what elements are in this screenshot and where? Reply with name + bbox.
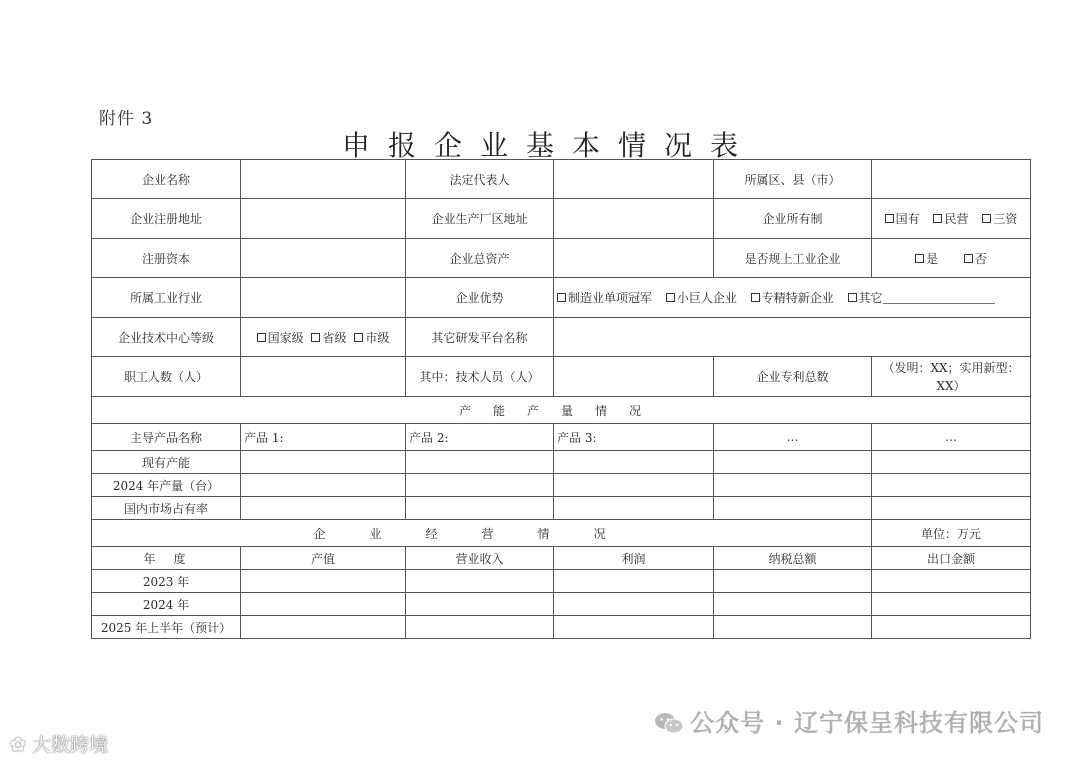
legal-rep-cell[interactable] (554, 160, 714, 199)
patents-note[interactable]: （发明：XX；实用新型：XX） (872, 357, 1031, 397)
option-private: 民营 (944, 212, 969, 226)
watermark-left (10, 730, 108, 757)
tech-center-options (241, 318, 406, 357)
checkbox-icon[interactable] (982, 214, 991, 223)
checkbox-icon[interactable] (751, 293, 760, 302)
table-row (92, 520, 1031, 547)
product-2-cell[interactable]: 产品 2: (406, 424, 554, 451)
data-cell[interactable] (406, 497, 554, 520)
company-name-cell[interactable] (241, 160, 406, 199)
checkbox-icon[interactable] (933, 214, 942, 223)
col-output-value: 产值 (241, 547, 406, 570)
output-2024-label: 2024 年产量（台） (92, 474, 241, 497)
data-cell[interactable] (554, 474, 714, 497)
table-row (92, 593, 1031, 616)
factory-address-label: 企业生产厂区地址 (406, 199, 554, 239)
other-blank-line[interactable] (883, 293, 995, 304)
data-cell[interactable] (241, 593, 406, 616)
industry-label: 所属工业行业 (92, 278, 241, 318)
table-row (92, 497, 1031, 520)
table-row (92, 547, 1031, 570)
capacity-section-title: 产能产量情况 (92, 397, 1031, 424)
col-export: 出口金额 (872, 547, 1031, 570)
data-cell[interactable] (554, 570, 714, 593)
company-name-label: 企业名称 (92, 160, 241, 199)
option-municipal: 市级 (365, 330, 390, 345)
col-profit: 利润 (554, 547, 714, 570)
product-more-cell[interactable]: … (714, 424, 872, 451)
table-row (92, 397, 1031, 424)
data-cell[interactable] (714, 616, 872, 639)
unit-label: 单位：万元 (872, 520, 1031, 547)
data-cell[interactable] (406, 474, 554, 497)
weibo-logo-icon: ✿ (10, 734, 26, 756)
product-more-cell[interactable]: … (872, 424, 1031, 451)
data-cell[interactable] (872, 616, 1031, 639)
product-3-cell[interactable]: 产品 3: (554, 424, 714, 451)
advantage-options (554, 278, 1031, 318)
checkbox-icon[interactable] (964, 254, 973, 263)
data-cell[interactable] (872, 451, 1031, 474)
data-cell[interactable] (241, 474, 406, 497)
option-foreign: 三资 (993, 212, 1018, 226)
table-row (92, 278, 1031, 318)
checkbox-icon[interactable] (557, 293, 566, 302)
table-row (92, 239, 1031, 278)
form-title: 申报企业基本情况表 (341, 129, 756, 162)
data-cell[interactable] (241, 616, 406, 639)
checkbox-icon[interactable] (915, 254, 924, 263)
main-product-label: 主导产品名称 (92, 424, 241, 451)
data-cell[interactable] (714, 497, 872, 520)
other-rd-label: 其它研发平台名称 (406, 318, 554, 357)
checkbox-icon[interactable] (848, 293, 857, 302)
yes-no-options (872, 239, 1031, 278)
enterprise-info-table (91, 159, 1031, 639)
data-cell[interactable] (241, 497, 406, 520)
table-row (92, 474, 1031, 497)
table-row (92, 357, 1031, 397)
data-cell[interactable] (554, 497, 714, 520)
table-row (92, 424, 1031, 451)
watermark-left-text: 大数跨境 (31, 734, 108, 756)
table-row (92, 570, 1031, 593)
checkbox-icon[interactable] (257, 333, 266, 342)
capacity-label: 现有产能 (92, 451, 241, 474)
data-cell[interactable] (406, 616, 554, 639)
attachment-label: 附件 3 (99, 109, 154, 129)
data-cell[interactable] (406, 451, 554, 474)
market-share-label: 国内市场占有率 (92, 497, 241, 520)
above-scale-label: 是否规上工业企业 (714, 239, 872, 278)
option-provincial: 省级 (322, 330, 347, 345)
checkbox-icon[interactable] (666, 293, 675, 302)
option-other: 其它 (858, 291, 883, 305)
table-row (92, 160, 1031, 199)
option-little-giant: 小巨人企业 (676, 291, 737, 305)
data-cell[interactable] (406, 593, 554, 616)
tech-staff-cell[interactable] (554, 357, 714, 397)
district-cell[interactable] (872, 160, 1031, 199)
wechat-icon (654, 712, 684, 734)
data-cell[interactable] (554, 593, 714, 616)
col-revenue: 营业收入 (406, 547, 554, 570)
option-no: 否 (974, 251, 987, 266)
reg-address-label: 企业注册地址 (92, 199, 241, 239)
other-rd-cell[interactable] (554, 318, 1031, 357)
option-specialized: 专精特新企业 (761, 291, 834, 305)
data-cell[interactable] (872, 497, 1031, 520)
factory-address-cell[interactable] (554, 199, 714, 239)
reg-capital-label: 注册资本 (92, 239, 241, 278)
table-row (92, 318, 1031, 357)
data-cell[interactable] (714, 474, 872, 497)
product-1-cell[interactable]: 产品 1: (241, 424, 406, 451)
data-cell[interactable] (872, 474, 1031, 497)
watermark-right (654, 703, 1044, 738)
advantage-label: 企业优势 (406, 278, 554, 318)
employees-cell[interactable] (241, 357, 406, 397)
year-2023: 2023 年 (92, 570, 241, 593)
ownership-label: 企业所有制 (714, 199, 872, 239)
checkbox-icon[interactable] (354, 333, 363, 342)
data-cell[interactable] (872, 570, 1031, 593)
employees-label: 职工人数（人） (92, 357, 241, 397)
checkbox-icon[interactable] (885, 214, 894, 223)
option-yes: 是 (926, 251, 939, 266)
option-national: 国家级 (267, 330, 304, 345)
option-state-owned: 国有 (895, 212, 920, 226)
data-cell[interactable] (241, 451, 406, 474)
table-row (92, 451, 1031, 474)
col-tax: 纳税总额 (714, 547, 872, 570)
data-cell[interactable] (406, 570, 554, 593)
tech-center-label: 企业技术中心等级 (92, 318, 241, 357)
table-row (92, 616, 1031, 639)
data-cell[interactable] (554, 451, 714, 474)
option-champion: 制造业单项冠军 (568, 291, 653, 305)
total-assets-label: 企业总资产 (406, 239, 554, 278)
col-year: 年度 (92, 547, 241, 570)
data-cell[interactable] (554, 616, 714, 639)
year-2025-h1: 2025 年上半年（预计） (92, 616, 241, 639)
data-cell[interactable] (872, 593, 1031, 616)
operation-section-title: 企业经营情况 (92, 520, 872, 547)
watermark-right-text: 公众号 · 辽宁保呈科技有限公司 (690, 709, 1044, 737)
ownership-options (872, 199, 1031, 239)
tech-staff-label: 其中：技术人员（人） (406, 357, 554, 397)
data-cell[interactable] (714, 593, 872, 616)
patents-label: 企业专利总数 (714, 357, 872, 397)
total-assets-cell[interactable] (554, 239, 714, 278)
reg-address-cell[interactable] (241, 199, 406, 239)
data-cell[interactable] (714, 570, 872, 593)
year-2024: 2024 年 (92, 593, 241, 616)
industry-cell[interactable] (241, 278, 406, 318)
data-cell[interactable] (714, 451, 872, 474)
data-cell[interactable] (241, 570, 406, 593)
district-label: 所属区、县（市） (714, 160, 872, 199)
legal-rep-label: 法定代表人 (406, 160, 554, 199)
reg-capital-cell[interactable] (241, 239, 406, 278)
table-row (92, 199, 1031, 239)
checkbox-icon[interactable] (311, 333, 320, 342)
